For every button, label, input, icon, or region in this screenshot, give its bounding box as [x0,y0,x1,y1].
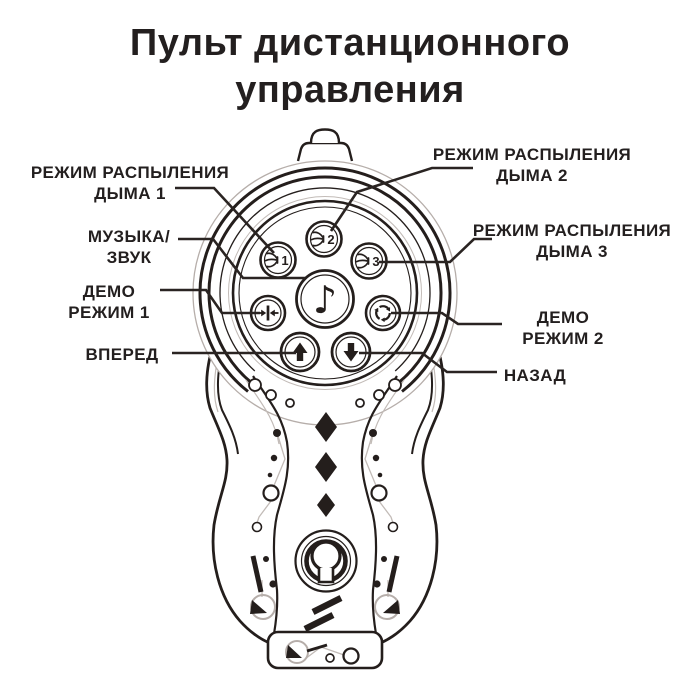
smoke-1-digit: 1 [281,253,289,268]
label-backward-line1: НАЗАД [503,366,567,385]
label-music-sound [49,226,209,268]
label-smoke-mode-2-line1: РЕЖИМ РАСПЫЛЕНИЯ [432,145,632,164]
page-title [0,20,700,114]
label-smoke-mode-1-line2: ДЫМА 1 [94,184,166,203]
smoke-3-digit: 3 [372,254,380,269]
label-forward-line1: ВПЕРЕД [85,345,159,364]
label-smoke-mode-1 [20,162,240,204]
smoke-2-digit: 2 [327,232,335,247]
smoke-mode-2-button [307,222,342,257]
label-demo-mode-1-line2: РЕЖИМ 1 [68,303,150,322]
label-music-sound-line1: МУЗЫКА/ [87,227,171,246]
label-smoke-mode-3 [462,220,682,262]
label-smoke-mode-3-line1: РЕЖИМ РАСПЫЛЕНИЯ [472,221,672,240]
label-demo-mode-1 [29,281,189,323]
keyhole-knob [296,531,357,592]
page-title-line1: Пульт дистанционного [129,22,571,64]
label-demo-mode-2-line1: ДЕМО [536,308,590,327]
label-demo-mode-2-line2: РЕЖИМ 2 [522,329,604,348]
label-smoke-mode-1-line1: РЕЖИМ РАСПЫЛЕНИЯ [30,163,230,182]
label-demo-mode-2 [483,307,643,349]
label-demo-mode-1-line1: ДЕМО [82,282,136,301]
music-note-icon: ♪ [312,278,338,322]
label-forward [42,344,202,365]
top-nub-dome [311,130,339,144]
label-smoke-mode-2-line2: ДЫМА 2 [496,166,568,185]
page-title-line2: управления [235,69,465,111]
music-sound-button [297,271,354,328]
smoke-mode-1-button [261,243,296,278]
top-nub [298,130,352,162]
label-backward [455,365,615,386]
label-smoke-mode-2 [422,144,642,186]
label-music-sound-line2: ЗВУК [106,248,152,267]
label-smoke-mode-3-line2: ДЫМА 3 [536,242,608,261]
bottom-foot [268,632,382,668]
